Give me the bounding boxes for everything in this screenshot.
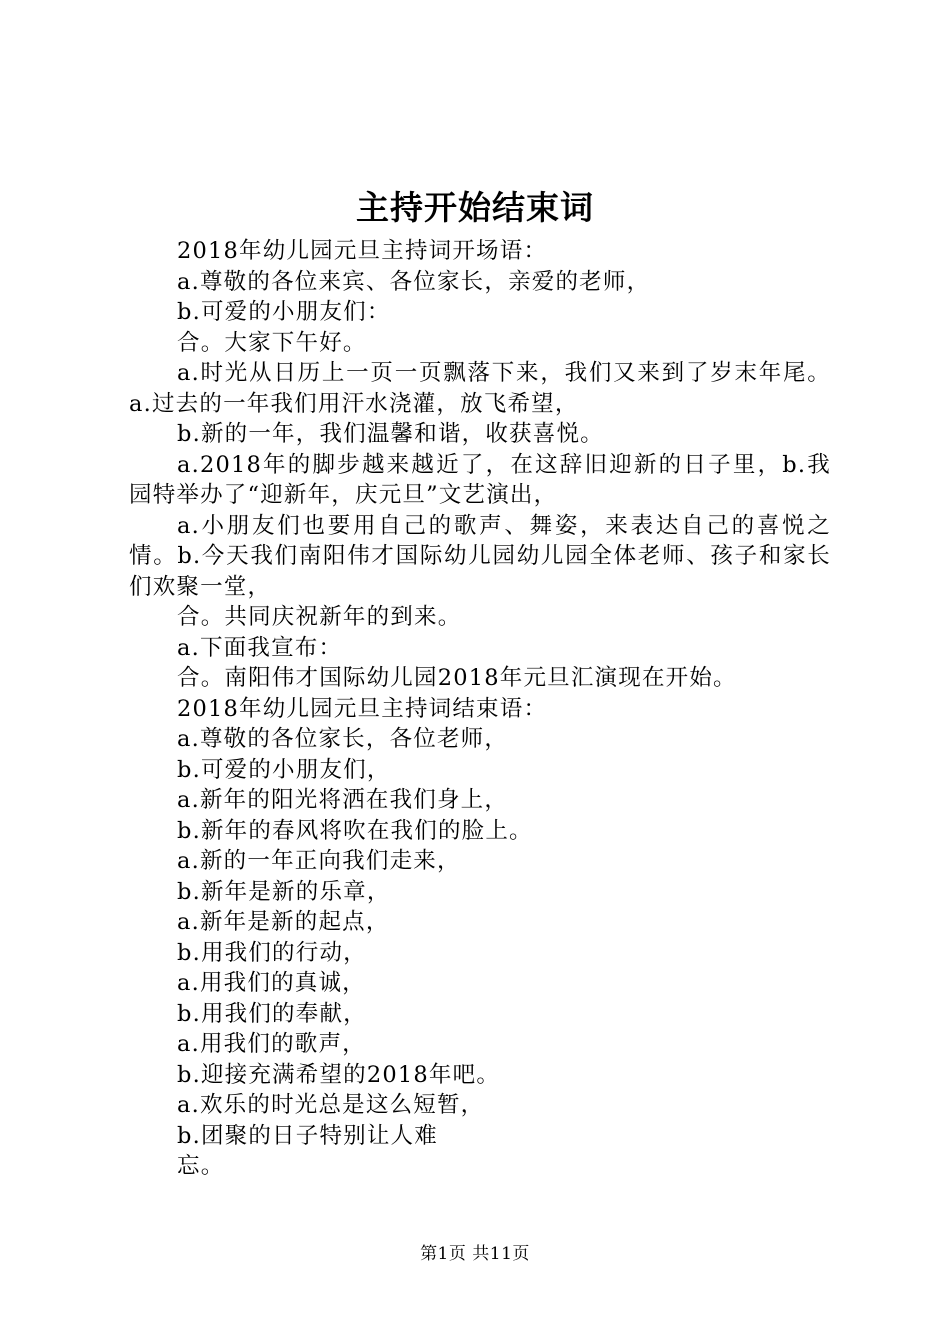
paragraph: a.下面我宣布：	[177, 634, 343, 661]
paragraph: b.团聚的日子特别让人难	[177, 1122, 438, 1149]
paragraph: a.用我们的歌声，	[177, 1031, 366, 1057]
paragraph: a.2018年的脚步越来越近了，在这辞旧迎新的日子里，b.我园特举办了“迎新年，庆元旦”文艺演出，	[129, 451, 831, 508]
paragraph: 忘。	[177, 1153, 225, 1179]
paragraph: b.新的一年，我们温馨和谐，收获喜悦。	[177, 421, 604, 447]
paragraph: b.可爱的小朋友们，	[177, 756, 391, 783]
paragraph: 2018年幼儿园元旦主持词结束语：	[177, 695, 548, 722]
paragraph: a.新的一年正向我们走来，	[177, 848, 461, 874]
paragraph: 2018年幼儿园元旦主持词开场语：	[177, 238, 548, 264]
document-title: 主持开始结束词	[356, 188, 594, 227]
paragraph: 合。南阳伟才国际幼儿园2018年元旦汇演现在开始。	[177, 665, 737, 691]
paragraph: b.新年的春风将吹在我们的脸上。	[177, 817, 533, 844]
paragraph: b.迎接充满希望的2018年吧。	[177, 1061, 501, 1088]
paragraph: a.欢乐的时光总是这么短暂，	[177, 1092, 485, 1118]
paragraph: a.新年是新的起点，	[177, 909, 390, 935]
paragraph: a.小朋友们也要用自己的歌声、舞姿，来表达自己的喜悦之情。b.今天我们南阳伟才国际幼儿园幼儿园全体老师、孩子和家长们欢聚一堂，	[129, 512, 831, 600]
paragraph: a.尊敬的各位家长，各位老师，	[177, 726, 509, 752]
paragraph: a.新年的阳光将洒在我们身上，	[177, 787, 509, 813]
paragraph: 合。共同庆祝新年的到来。	[177, 604, 462, 630]
document-body	[129, 236, 831, 1182]
paragraph: a.时光从日历上一页一页飘落下来，我们又来到了岁末年尾。a.过去的一年我们用汗水浇灌，放飞希望，	[129, 360, 831, 417]
paragraph: a.尊敬的各位来宾、各位家长，亲爱的老师，	[177, 268, 651, 295]
paragraph: b.新年是新的乐章，	[177, 878, 391, 905]
paragraph: b.用我们的行动，	[177, 939, 367, 966]
paragraph: b.用我们的奉献，	[177, 1000, 367, 1027]
paragraph: a.用我们的真诚，	[177, 970, 366, 996]
paragraph: b.可爱的小朋友们：	[177, 299, 391, 325]
page-number-footer: 第1页 共11页	[420, 1244, 530, 1264]
paragraph: 合。大家下午好。	[177, 329, 367, 356]
